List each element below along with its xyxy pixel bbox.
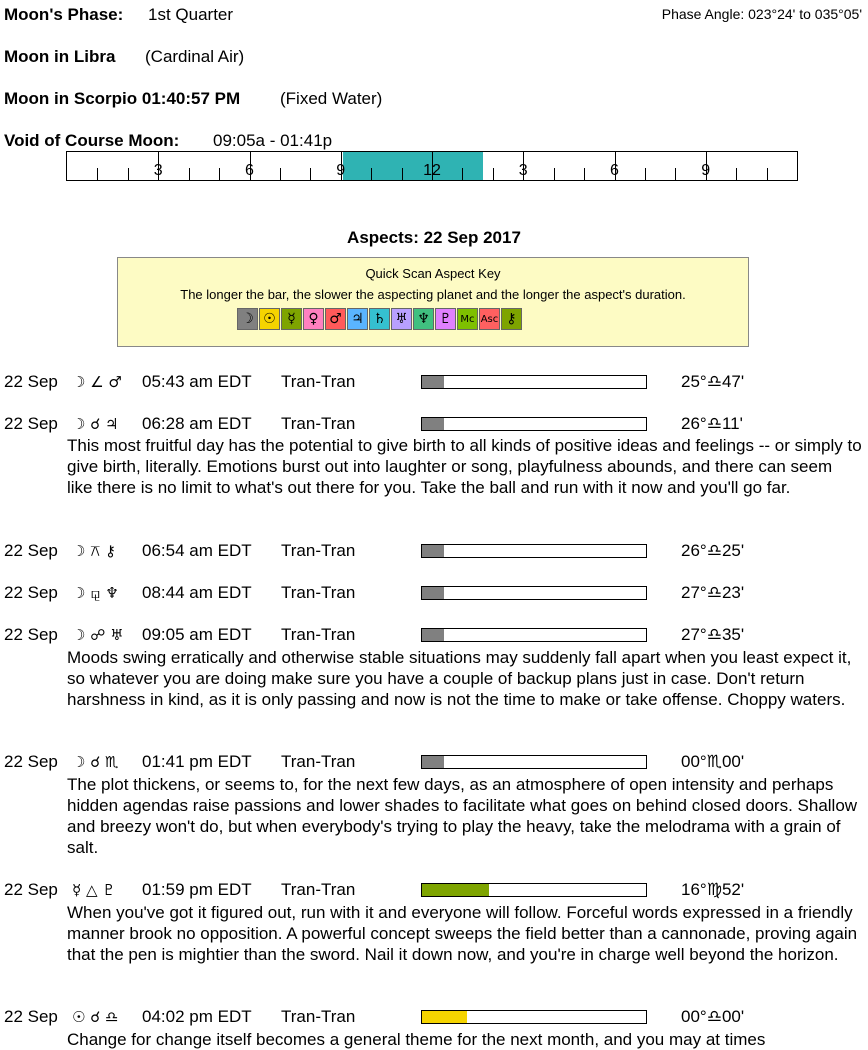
aspect-degree: 26°♎25' — [681, 541, 745, 560]
aspect-time: 01:59 pm EDT — [142, 880, 252, 899]
aspect-row — [4, 372, 864, 394]
aspect-duration-bar — [421, 586, 647, 600]
aspect-symbols: ☽ ⚼ ♆ — [72, 584, 119, 602]
timeline-tick — [310, 168, 311, 180]
aspect-time: 06:28 am EDT — [142, 414, 252, 433]
aspect-key-title: Quick Scan Aspect Key — [365, 266, 501, 281]
aspect-symbols: ☽ ☌ ♃ — [72, 415, 119, 433]
timeline-hour-label: 12 — [423, 162, 441, 179]
aspect-date: 22 Sep — [4, 541, 58, 560]
aspect-date: 22 Sep — [4, 880, 58, 899]
aspect-duration-fill — [422, 418, 444, 430]
timeline-tick — [97, 168, 98, 180]
aspect-row — [4, 583, 864, 605]
timeline-tick — [128, 168, 129, 180]
timeline-tick — [493, 168, 494, 180]
moon-phase-value: 1st Quarter — [148, 5, 234, 24]
timeline-hour-label: 9 — [701, 162, 711, 179]
aspect-row — [4, 1007, 864, 1029]
aspect-key-cell: ♅ — [391, 308, 412, 330]
aspect-key-cell: ☽ — [237, 308, 258, 330]
timeline-tick — [402, 168, 403, 180]
aspect-time: 09:05 am EDT — [142, 625, 252, 644]
aspect-degree: 26°♎11' — [681, 414, 743, 433]
aspect-interpretation: Change for change itself becomes a general theme for the next month, and you may at times — [67, 1030, 766, 1049]
void-of-course-value: 09:05a - 01:41p — [213, 131, 333, 150]
timeline-hour-label: 6 — [610, 162, 619, 179]
aspect-degree: 00°♎00' — [681, 1007, 745, 1026]
aspect-degree: 00°♏00' — [681, 752, 745, 771]
moon-in-libra-element: (Cardinal Air) — [145, 47, 245, 66]
aspect-degree: 27°♎23' — [681, 583, 745, 602]
aspect-time: 04:02 pm EDT — [142, 1007, 252, 1026]
moon-in-scorpio-element: (Fixed Water) — [280, 89, 383, 108]
aspect-interpretation: This most fruitful day has the potential to give birth to all kinds of positive ideas and feelings -- or simply to give birth, literally. Emotions burst out into laughter or song, playfulness abounds, and there can seem like there is no limit to what's out there for you. Take the ball and run with it now and you'll go far. — [67, 436, 862, 497]
aspect-key-row — [237, 308, 523, 330]
aspect-key-subtitle: The longer the bar, the slower the aspecting planet and the longer the aspect's duration. — [180, 287, 686, 302]
phase-angle: Phase Angle: 023°24' to 035°05' — [661, 6, 862, 22]
aspect-type: Tran-Tran — [281, 1007, 356, 1026]
aspect-key-cell: ♂ — [325, 308, 346, 330]
aspect-time: 06:54 am EDT — [142, 541, 252, 560]
aspect-interpretation: Moods swing erratically and otherwise stable situations may suddenly fall apart when you least expect it, so whatever you are doing make sure you have a couple of backup plans just in case. Don't return harshness in kind, as it is only passing and now is not the time to make or take offense. Choppy waters. — [67, 648, 852, 709]
aspect-duration-bar — [421, 1010, 647, 1024]
aspect-type: Tran-Tran — [281, 372, 356, 391]
aspect-key-cell: ♃ — [347, 308, 368, 330]
aspect-degree: 16°♍52' — [681, 880, 745, 899]
aspect-type: Tran-Tran — [281, 583, 356, 602]
moon-phase-label: Moon's Phase: — [4, 5, 124, 24]
timeline-hour-label: 6 — [245, 162, 254, 179]
aspect-symbols: ☽ ☌ ♏ — [72, 753, 119, 771]
timeline-tick — [645, 168, 646, 180]
aspect-duration-bar — [421, 417, 647, 431]
aspects-title: Aspects: 22 Sep 2017 — [347, 228, 521, 247]
aspect-key-cell: ⚷ — [501, 308, 522, 330]
aspect-symbols: ☽ ∠ ♂ — [72, 373, 122, 391]
timeline-tick — [584, 168, 585, 180]
timeline-hour-label: 9 — [336, 162, 346, 179]
aspect-key-cell: ♆ — [413, 308, 434, 330]
aspect-date: 22 Sep — [4, 752, 58, 771]
aspect-interpretation: When you've got it figured out, run with it and everyone will follow. Forceful words expressed in a friendly manner brook no opposition. A powerful concept sweeps the field better than a cannonade, proving again that the pen is mightier than the sword. Nail it down now, and you're in charge well beyond the horizon. — [67, 903, 858, 964]
aspect-date: 22 Sep — [4, 625, 58, 644]
aspect-time: 08:44 am EDT — [142, 583, 252, 602]
aspect-key-cell: Asc — [479, 308, 500, 330]
aspect-type: Tran-Tran — [281, 414, 356, 433]
aspect-duration-fill — [422, 587, 444, 599]
timeline-tick — [675, 168, 676, 180]
aspect-symbols: ☽ ⚻ ⚷ — [72, 542, 116, 560]
timeline-tick — [371, 168, 372, 180]
aspect-row — [4, 414, 864, 436]
void-of-course-label: Void of Course Moon: — [4, 131, 180, 150]
aspect-time: 01:41 pm EDT — [142, 752, 252, 771]
aspect-type: Tran-Tran — [281, 752, 356, 771]
aspect-date: 22 Sep — [4, 372, 58, 391]
aspect-symbols: ☿ △ ♇ — [72, 881, 116, 899]
aspect-time: 05:43 am EDT — [142, 372, 252, 391]
aspect-symbols: ☽ ☍ ♅ — [72, 626, 124, 644]
aspect-type: Tran-Tran — [281, 625, 356, 644]
aspect-duration-bar — [421, 375, 647, 389]
aspect-row — [4, 752, 864, 774]
aspect-date: 22 Sep — [4, 414, 58, 433]
timeline-tick — [189, 168, 190, 180]
aspect-type: Tran-Tran — [281, 880, 356, 899]
timeline-tick — [280, 168, 281, 180]
aspect-row — [4, 880, 864, 902]
void-of-course-timeline — [66, 151, 798, 181]
timeline-tick — [767, 168, 768, 180]
aspect-duration-bar — [421, 628, 647, 642]
timeline-hour-label: 3 — [518, 162, 528, 179]
aspect-duration-fill — [422, 1011, 467, 1023]
aspect-key-cell: ♄ — [369, 308, 390, 330]
aspect-key-box — [117, 257, 749, 347]
aspect-duration-bar — [421, 755, 647, 769]
aspect-key-cell: Mc — [457, 308, 478, 330]
timeline-hour-label: 3 — [153, 162, 163, 179]
timeline-tick — [736, 168, 737, 180]
aspect-row — [4, 541, 864, 563]
aspect-row — [4, 625, 864, 647]
aspect-duration-fill — [422, 545, 444, 557]
aspect-date: 22 Sep — [4, 1007, 58, 1026]
aspect-key-cell: ☉ — [259, 308, 280, 330]
aspect-degree: 25°♎47' — [681, 372, 745, 391]
aspect-duration-fill — [422, 756, 444, 768]
aspect-duration-fill — [422, 629, 444, 641]
aspect-duration-fill — [422, 884, 489, 896]
aspect-duration-bar — [421, 544, 647, 558]
aspect-duration-fill — [422, 376, 444, 388]
timeline-tick — [219, 168, 220, 180]
aspect-type: Tran-Tran — [281, 541, 356, 560]
aspect-duration-bar — [421, 883, 647, 897]
aspect-date: 22 Sep — [4, 583, 58, 602]
aspect-key-cell: ☿ — [281, 308, 302, 330]
aspect-key-cell: ♀ — [303, 308, 324, 330]
aspect-symbols: ☉ ☌ ♎ — [72, 1008, 119, 1026]
moon-in-scorpio-label: Moon in Scorpio 01:40:57 PM — [4, 89, 241, 108]
timeline-tick — [462, 168, 463, 180]
aspect-key-cell: ♇ — [435, 308, 456, 330]
aspect-interpretation: The plot thickens, or seems to, for the next few days, as an atmosphere of open intensity and perhaps hidden agendas raise passions and lower shades to facilitate what goes on behind closed doors. Shallow and breezy won't do, but when everybody's trying to play the heavy, take the melodrama with a grain of salt. — [67, 775, 858, 857]
timeline-tick — [554, 168, 555, 180]
moon-in-libra-label: Moon in Libra — [4, 47, 116, 66]
aspect-degree: 27°♎35' — [681, 625, 745, 644]
